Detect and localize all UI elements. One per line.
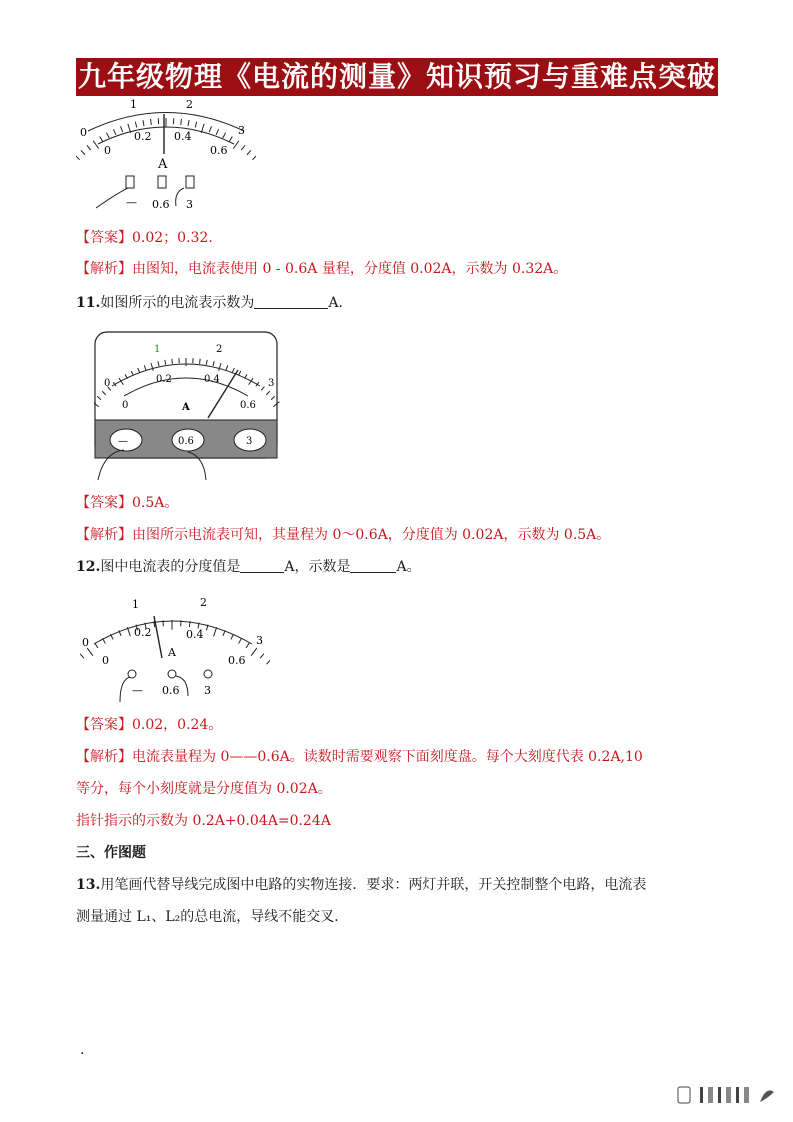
analysis-text: 由图所示电流表可知，其量程为 0～0.6A，分度值为 0.02A，示数为 0.5A。 (132, 527, 611, 543)
q12-analysis-3: 指针指示的示数为 0.2A+0.04A=0.24A (76, 813, 331, 829)
meter1-top-1: 1 (130, 98, 137, 111)
meter2-terminal-06: 0.6 (178, 436, 194, 447)
analysis-text-1: 电流表量程为 0——0.6A。读数时需要观察下面刻度盘。每个大刻度代表 0.2A,10 (132, 749, 643, 765)
answer-tag: 【答案】 (76, 230, 132, 246)
question-number: 13. (76, 877, 101, 893)
meter3-unit: A (168, 646, 176, 659)
question-number: 12. (76, 559, 101, 575)
ammeter-figure-2 (94, 330, 284, 480)
question-number: 11. (76, 295, 101, 311)
meter2-bottom-2: 0.4 (204, 374, 220, 385)
page-title: 九年级物理《电流的测量》知识预习与重难点突破 (76, 58, 718, 96)
q12-answer (76, 714, 222, 736)
question-text-1: 用笔画代替导线完成图中电路的实物连接．要求：两灯并联，开关控制整个电路，电流表 (100, 877, 647, 893)
meter3-needle (154, 616, 162, 658)
meter1-bottom-1: 0.2 (134, 130, 152, 143)
meter1-terminal-3: 3 (186, 198, 193, 211)
meter1-top-0: 0 (80, 126, 87, 139)
meter3-terminal-neg: — (132, 684, 143, 697)
q11-answer (76, 492, 178, 514)
analysis-tag: 【解析】 (76, 527, 132, 543)
meter2-terminal-3: 3 (246, 436, 253, 447)
meter2-bottom-3: 0.6 (240, 400, 256, 411)
question-text-c: A。 (396, 559, 421, 575)
ammeter-figure-1 (76, 96, 256, 216)
meter2-bottom-1: 0.2 (156, 374, 172, 385)
answer-tag: 【答案】 (76, 495, 132, 511)
q12-question (76, 556, 421, 578)
answer-text: 0.02；0.32. (132, 230, 213, 246)
meter3-top-1: 1 (132, 598, 139, 611)
answer-text: 0.5A。 (132, 495, 179, 511)
q11-question (76, 292, 343, 314)
meter1-bottom-0: 0 (104, 144, 111, 157)
meter1-bottom-2: 0.4 (174, 130, 192, 143)
meter2-bottom-0: 0 (122, 400, 129, 411)
meter3-bottom-3: 0.6 (228, 654, 246, 667)
answer-blank-2 (350, 558, 396, 573)
analysis-tag: 【解析】 (76, 261, 132, 277)
q11-analysis (76, 524, 610, 546)
meter1-top-3: 3 (238, 124, 245, 137)
question-text: 如图所示的电流表示数为 (100, 295, 255, 311)
meter3-top-0: 0 (82, 636, 89, 649)
meter2-terminal-neg: — (118, 436, 128, 447)
meter3-terminal-3: 3 (204, 684, 211, 697)
q12-analysis-2: 等分，每个小刻度就是分度值为 0.02A。 (76, 781, 332, 797)
meter3-top-3: 3 (256, 634, 263, 647)
meter2-top-0: 0 (104, 378, 111, 389)
question-text-after: A. (328, 295, 343, 311)
meter1-terminal-neg: — (126, 196, 137, 209)
q12-analysis-1 (76, 746, 643, 768)
meter1-top-2: 2 (186, 98, 193, 111)
meter3-bottom-1: 0.2 (134, 626, 152, 639)
q10-answer (76, 227, 213, 249)
answer-text: 0.02，0.24。 (132, 717, 223, 733)
meter3-top-2: 2 (200, 596, 207, 609)
q13-question-1 (76, 874, 646, 896)
footer-dot: . (80, 1042, 85, 1058)
analysis-text: 由图知，电流表使用 0 - 0.6A 量程，分度值 0.02A，示数为 0.32A。 (132, 261, 568, 277)
meter1-terminal-06: 0.6 (152, 198, 170, 211)
meter2-top-3: 3 (268, 378, 275, 389)
q10-analysis (76, 258, 567, 280)
ammeter-figure-3 (80, 592, 270, 712)
meter2-unit: A (182, 402, 190, 413)
q13-question-2: 测量通过 L₁、L₂的总电流，导线不能交叉． (76, 909, 349, 925)
meter1-bottom-3: 0.6 (210, 144, 228, 157)
section-heading: 三、作图题 (76, 845, 146, 861)
answer-tag: 【答案】 (76, 717, 132, 733)
analysis-tag: 【解析】 (76, 749, 132, 765)
meter2-top-1: 1 (154, 344, 161, 355)
meter2-top-2: 2 (216, 344, 223, 355)
meter3-terminal-06: 0.6 (162, 684, 180, 697)
footer-toolbar-icons (676, 1082, 776, 1108)
answer-blank (254, 294, 328, 309)
meter3-bottom-0: 0 (102, 654, 109, 667)
question-text-b: A，示数是 (284, 559, 351, 575)
meter3-bottom-2: 0.4 (186, 628, 204, 641)
answer-blank-1 (240, 558, 284, 573)
question-text-a: 图中电流表的分度值是 (100, 559, 241, 575)
meter1-unit: A (158, 157, 168, 172)
